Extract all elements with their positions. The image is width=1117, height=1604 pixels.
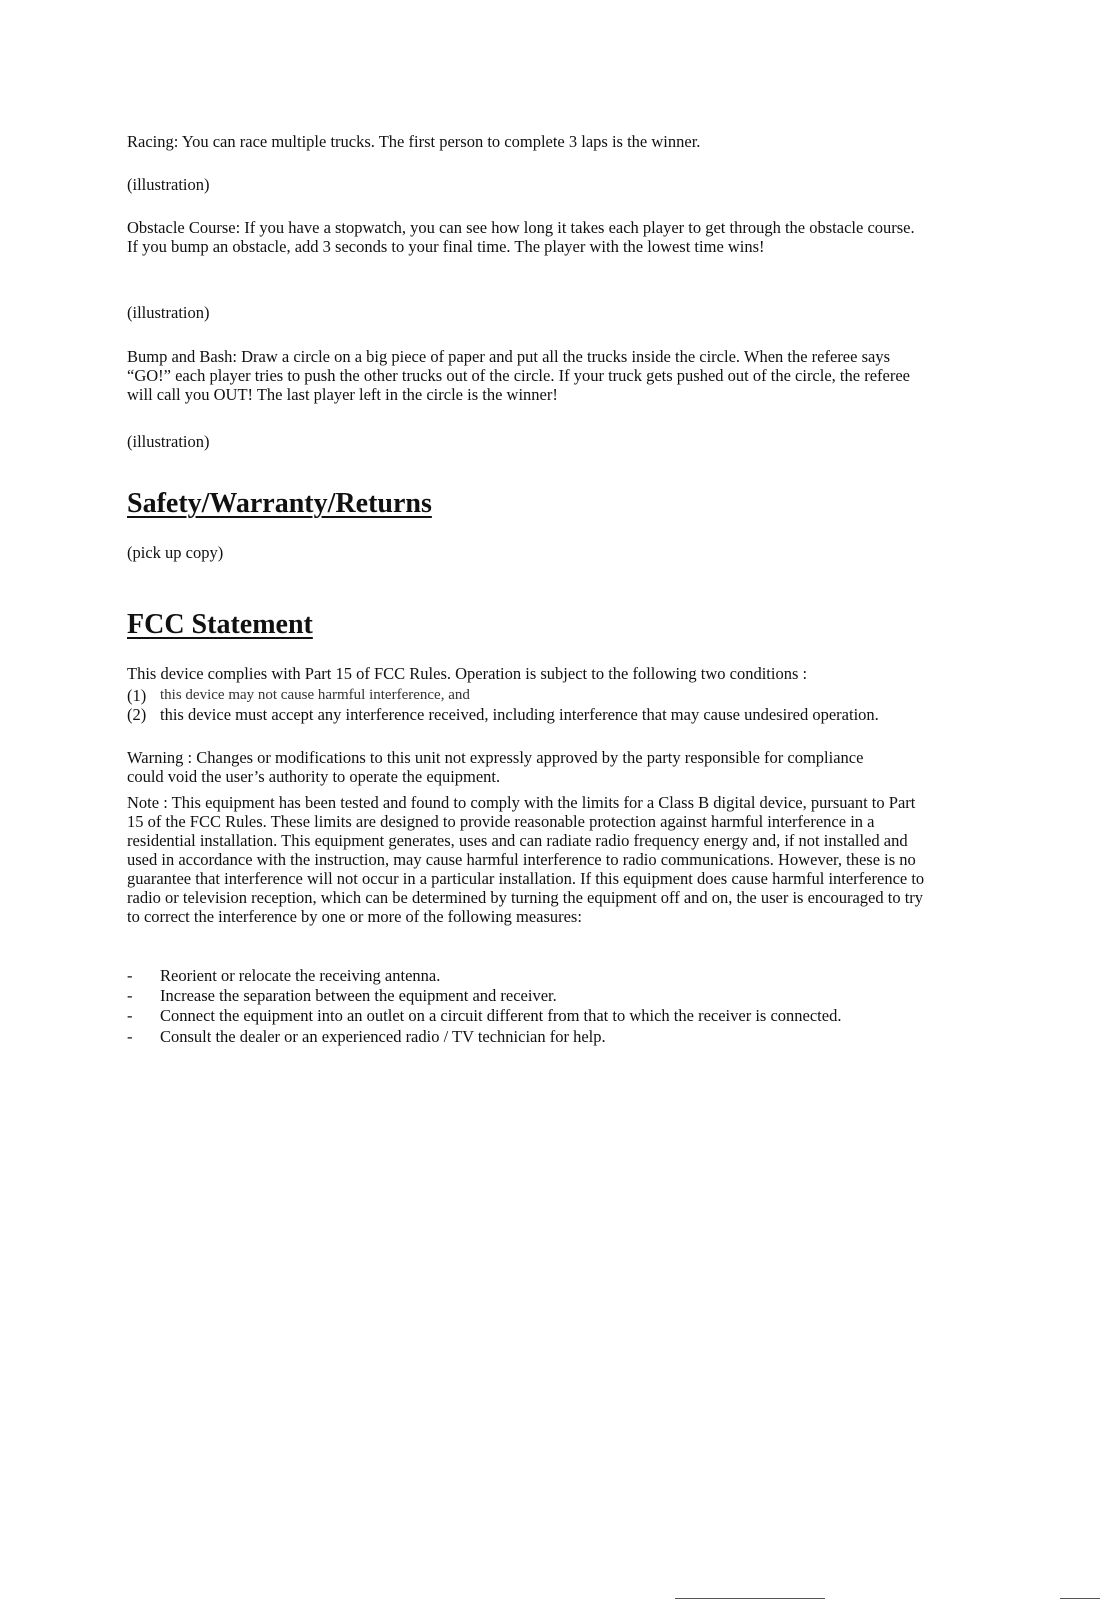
measure-text: Consult the dealer or an experienced radio / TV technician for help. <box>160 1027 606 1046</box>
scan-artifact <box>1060 1598 1100 1599</box>
measure-bullet: - <box>127 1027 133 1046</box>
bump-and-bash-paragraph: Bump and Bash: Draw a circle on a big piece of paper and put all the trucks inside the circle. When the referee says “GO!” each player tries to push the other trucks out of the circle. If your truck gets pushed out of the circle, the referee will call you OUT! The last player left in the circle is the winner! <box>127 347 910 404</box>
illustration-placeholder: (illustration) <box>127 175 210 194</box>
measure-bullet: - <box>127 966 133 985</box>
fcc-note: Note : This equipment has been tested and found to comply with the limits for a Class B digital device, pursuant to Part 15 of the FCC Rules. These limits are designed to provide reasonable protection against harmful interference in a residential installation. This equipment generates, uses and can radiate radio frequency energy and, if not installed and used in accordance with the instruction, may cause harmful interference to radio communications. However, these is no guarantee that interference will not occur in a particular installation. If this equipment does cause harmful interference to radio or television reception, which can be determined by turning the equipment off and on, the user is encouraged to try to correct the interference by one or more of the following measures: <box>127 793 925 926</box>
obstacle-course-paragraph: Obstacle Course: If you have a stopwatch, you can see how long it takes each player to get through the obstacle course. If you bump an obstacle, add 3 seconds to your final time. The player with the lowest time wins! <box>127 218 915 256</box>
measure-text: Increase the separation between the equipment and receiver. <box>160 986 557 1005</box>
measure-bullet: - <box>127 986 133 1005</box>
racing-paragraph: Racing: You can race multiple trucks. The first person to complete 3 laps is the winner. <box>127 132 701 151</box>
fcc-intro: This device complies with Part 15 of FCC Rules. Operation is subject to the following two conditions : <box>127 664 808 683</box>
measure-text: Reorient or relocate the receiving antenna. <box>160 966 441 985</box>
fcc-statement-heading: FCC Statement <box>127 609 313 640</box>
condition-number: (2) <box>127 705 147 724</box>
condition-text: this device must accept any interference received, including interference that may cause undesired operation. <box>160 705 879 724</box>
illustration-placeholder: (illustration) <box>127 432 210 451</box>
scan-artifact <box>675 1598 825 1599</box>
fcc-warning: Warning : Changes or modifications to this unit not expressly approved by the party responsible for compliance could void the user’s authority to operate the equipment. <box>127 748 864 786</box>
illustration-placeholder: (illustration) <box>127 303 210 322</box>
measure-text: Connect the equipment into an outlet on a circuit different from that to which the receiver is connected. <box>160 1006 842 1025</box>
measure-bullet: - <box>127 1006 133 1025</box>
condition-number: (1) <box>127 686 147 705</box>
safety-warranty-returns-heading: Safety/Warranty/Returns <box>127 488 432 519</box>
condition-text: this device may not cause harmful interference, and <box>160 687 470 703</box>
pick-up-copy-placeholder: (pick up copy) <box>127 543 224 562</box>
